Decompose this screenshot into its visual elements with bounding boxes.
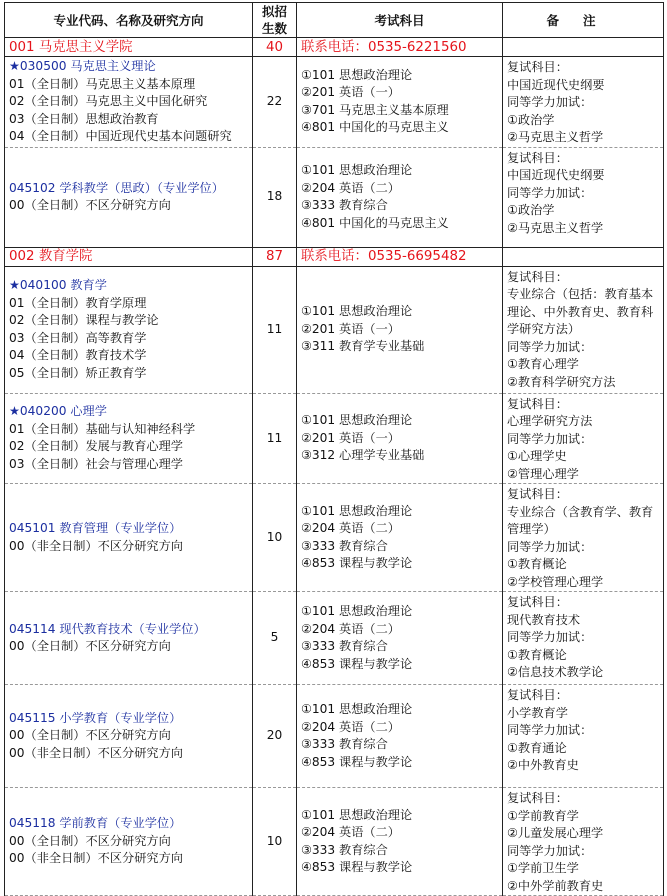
note-line: 同等学力加试： [507, 185, 593, 200]
note-line: ②中外学前教育史 [507, 878, 604, 893]
note-line: ②中外教育史 [507, 758, 579, 772]
research-direction: 00（全日制）不区分研究方向 [9, 198, 171, 212]
exam-subject: ④853 课程与教学论 [301, 754, 413, 769]
major-quota: 11 [253, 266, 297, 393]
exam-subject: ④853 课程与教学论 [301, 556, 413, 570]
exam-subject: ③311 教育学专业基础 [301, 339, 425, 354]
notes-cell [503, 788, 664, 896]
note-line: 同等学力加试： [507, 95, 593, 109]
major-name: 045115 小学教育（专业学位） [9, 710, 182, 725]
major-quota: 20 [253, 685, 297, 788]
note-line: ①教育心理学 [507, 357, 579, 371]
research-direction: 00（非全日制）不区分研究方向 [9, 538, 183, 553]
major-quota: 10 [253, 484, 297, 592]
major-quota: 5 [253, 592, 297, 685]
note-line: 同等学力加试： [507, 630, 593, 644]
exam-subject: ②204 英语（二） [301, 521, 400, 535]
exam-subject: ①101 思想政治理论 [301, 67, 413, 82]
research-direction: 04（全日制）中国近现代史基本问题研究 [9, 129, 232, 143]
note-line: 复试科目： [507, 487, 568, 501]
admissions-table [4, 2, 664, 896]
note-line: 同等学力加试： [507, 339, 593, 354]
research-direction: 00（全日制）不区分研究方向 [9, 833, 171, 848]
major-cell [5, 57, 253, 148]
exam-subject: ②201 英语（一） [301, 430, 400, 445]
note-line: 小学教育学 [507, 705, 568, 720]
exam-subject: ④801 中国化的马克思主义 [301, 215, 449, 230]
major-quota: 22 [253, 57, 297, 148]
exam-subject: ④853 课程与教学论 [301, 656, 413, 671]
department-phone: 联系电话：0535-6695482 [297, 247, 503, 266]
research-direction: 00（全日制）不区分研究方向 [9, 639, 171, 653]
note-line: ②教育科学研究方法 [507, 374, 616, 389]
note-line: 现代教育技术 [507, 612, 581, 627]
exam-subjects [297, 788, 503, 896]
exam-subjects [297, 57, 503, 148]
exam-subject: ③333 教育综合 [301, 737, 388, 751]
exam-subject: ②204 英语（二） [301, 719, 400, 734]
exam-subject: ③333 教育综合 [301, 538, 388, 553]
major-quota: 18 [253, 147, 297, 247]
major-name: ★040200 心理学 [9, 404, 107, 419]
research-direction: 03（全日制）社会与管理心理学 [9, 456, 183, 471]
note-line: 复试科目： [507, 396, 568, 411]
header-major: 专业代码、名称及研究方向 [5, 3, 253, 38]
major-cell [5, 266, 253, 393]
exam-subject: ③312 心理学专业基础 [301, 448, 425, 462]
research-direction: 00（全日制）不区分研究方向 [9, 728, 171, 743]
note-line: 同等学力加试： [507, 843, 593, 858]
research-direction: 02（全日制）课程与教学论 [9, 313, 159, 327]
exam-subjects [297, 484, 503, 592]
notes-cell [503, 147, 664, 247]
exam-subjects [297, 393, 503, 484]
department-quota: 40 [253, 38, 297, 57]
department-row [5, 247, 664, 266]
header-quota-line1: 拟招 [261, 4, 287, 19]
note-line: 专业综合（包括：教育基本理论、中外教育史、教育科学研究方法） [507, 287, 654, 336]
note-line: 同等学力加试： [507, 723, 593, 737]
exam-subject: ①101 思想政治理论 [301, 604, 413, 618]
notes-cell [503, 393, 664, 484]
notes-cell [503, 57, 664, 148]
major-name: 045118 学前教育（专业学位） [9, 816, 182, 831]
department-empty [503, 247, 664, 266]
department-phone: 联系电话：0535-6221560 [297, 38, 503, 57]
note-line: ①学前卫生学 [507, 861, 579, 875]
exam-subject: ②204 英语（二） [301, 825, 400, 839]
note-line: 复试科目： [507, 791, 568, 805]
department-title: 002 教育学院 [5, 247, 253, 266]
research-direction: 00（非全日制）不区分研究方向 [9, 851, 183, 866]
exam-subject: ③333 教育综合 [301, 198, 388, 212]
exam-subject: ①101 思想政治理论 [301, 503, 413, 518]
note-line: ①心理学史 [507, 449, 567, 463]
exam-subject: ①101 思想政治理论 [301, 702, 413, 716]
major-row [5, 788, 664, 896]
major-cell [5, 393, 253, 484]
major-name: 045114 现代教育技术（专业学位） [9, 621, 206, 636]
header-quota-line2: 生数 [261, 21, 287, 36]
header-quota [253, 3, 297, 38]
exam-subject: ③701 马克思主义基本原理 [301, 102, 449, 117]
major-quota: 11 [253, 393, 297, 484]
exam-subjects [297, 685, 503, 788]
header-notes: 备注 [503, 3, 664, 38]
exam-subject: ②201 英语（一） [301, 321, 400, 336]
research-direction: 04（全日制）教育技术学 [9, 348, 147, 362]
exam-subject: ①101 思想政治理论 [301, 807, 413, 822]
note-line: ②管理心理学 [507, 466, 579, 481]
research-direction: 02（全日制）马克思主义中国化研究 [9, 94, 208, 108]
major-cell [5, 592, 253, 685]
research-direction: 01（全日制）教育学原理 [9, 295, 147, 310]
note-line: ①政治学 [507, 112, 555, 127]
research-direction: 05（全日制）矫正教育学 [9, 365, 147, 380]
research-direction: 02（全日制）发展与教育心理学 [9, 439, 183, 454]
note-line: 复试科目： [507, 60, 568, 74]
major-quota: 10 [253, 788, 297, 896]
note-line: 同等学力加试： [507, 539, 593, 554]
exam-subjects [297, 147, 503, 247]
note-line: ①政治学 [507, 203, 555, 217]
notes-cell [503, 484, 664, 592]
major-name: ★030500 马克思主义理论 [9, 59, 156, 73]
exam-subjects [297, 592, 503, 685]
note-line: 复试科目： [507, 150, 568, 165]
notes-cell [503, 685, 664, 788]
note-line: 复试科目： [507, 595, 568, 609]
note-line: ①教育概论 [507, 647, 567, 662]
exam-subject: ④853 课程与教学论 [301, 860, 413, 874]
note-line: ②信息技术教学论 [507, 665, 604, 679]
major-name: 045101 教育管理（专业学位） [9, 521, 182, 535]
major-row [5, 393, 664, 484]
major-row [5, 57, 664, 148]
exam-subject: ①101 思想政治理论 [301, 163, 413, 177]
major-cell [5, 788, 253, 896]
research-direction: 03（全日制）高等教育学 [9, 330, 147, 345]
notes-cell [503, 266, 664, 393]
major-cell [5, 484, 253, 592]
exam-subject: ①101 思想政治理论 [301, 413, 413, 427]
note-line: 中国近现代史纲要 [507, 168, 605, 182]
note-line: 专业综合（含教育学、教育管理学） [507, 504, 654, 536]
exam-subject: ①101 思想政治理论 [301, 304, 413, 319]
major-row [5, 484, 664, 592]
major-row [5, 685, 664, 788]
note-line: ①学前教育学 [507, 808, 579, 823]
exam-subject: ④801 中国化的马克思主义 [301, 120, 449, 135]
note-line: 同等学力加试： [507, 431, 593, 446]
note-line: ①教育通论 [507, 740, 567, 755]
major-name: ★040100 教育学 [9, 278, 107, 292]
note-line: ①教育概论 [507, 557, 567, 571]
research-direction: 00（非全日制）不区分研究方向 [9, 745, 183, 760]
major-name: 045102 学科教学（思政）（专业学位） [9, 180, 224, 195]
header-subjects: 考试科目 [297, 3, 503, 38]
exam-subject: ②201 英语（一） [301, 85, 400, 100]
note-line: 复试科目： [507, 269, 568, 284]
major-row [5, 147, 664, 247]
exam-subject: ③333 教育综合 [301, 842, 388, 857]
exam-subject: ②204 英语（二） [301, 621, 400, 636]
research-direction: 01（全日制）马克思主义基本原理 [9, 76, 196, 91]
note-line: ②马克思主义哲学 [507, 130, 604, 144]
note-line: ②儿童发展心理学 [507, 826, 604, 840]
major-row [5, 592, 664, 685]
note-line: ②学校管理心理学 [507, 574, 604, 589]
department-empty [503, 38, 664, 57]
table-body [5, 38, 664, 896]
department-quota: 87 [253, 247, 297, 266]
note-line: 中国近现代史纲要 [507, 77, 605, 92]
research-direction: 03（全日制）思想政治教育 [9, 111, 159, 126]
exam-subjects [297, 266, 503, 393]
exam-subject: ②204 英语（二） [301, 180, 400, 195]
major-cell [5, 685, 253, 788]
note-line: 心理学研究方法 [507, 414, 593, 428]
exam-subject: ③333 教育综合 [301, 639, 388, 653]
department-row [5, 38, 664, 57]
note-line: 复试科目： [507, 688, 568, 702]
department-title: 001 马克思主义学院 [5, 38, 253, 57]
header-row [5, 3, 664, 38]
note-line: ②马克思主义哲学 [507, 220, 604, 235]
major-row [5, 266, 664, 393]
research-direction: 01（全日制）基础与认知神经科学 [9, 421, 196, 436]
notes-cell [503, 592, 664, 685]
major-cell [5, 147, 253, 247]
